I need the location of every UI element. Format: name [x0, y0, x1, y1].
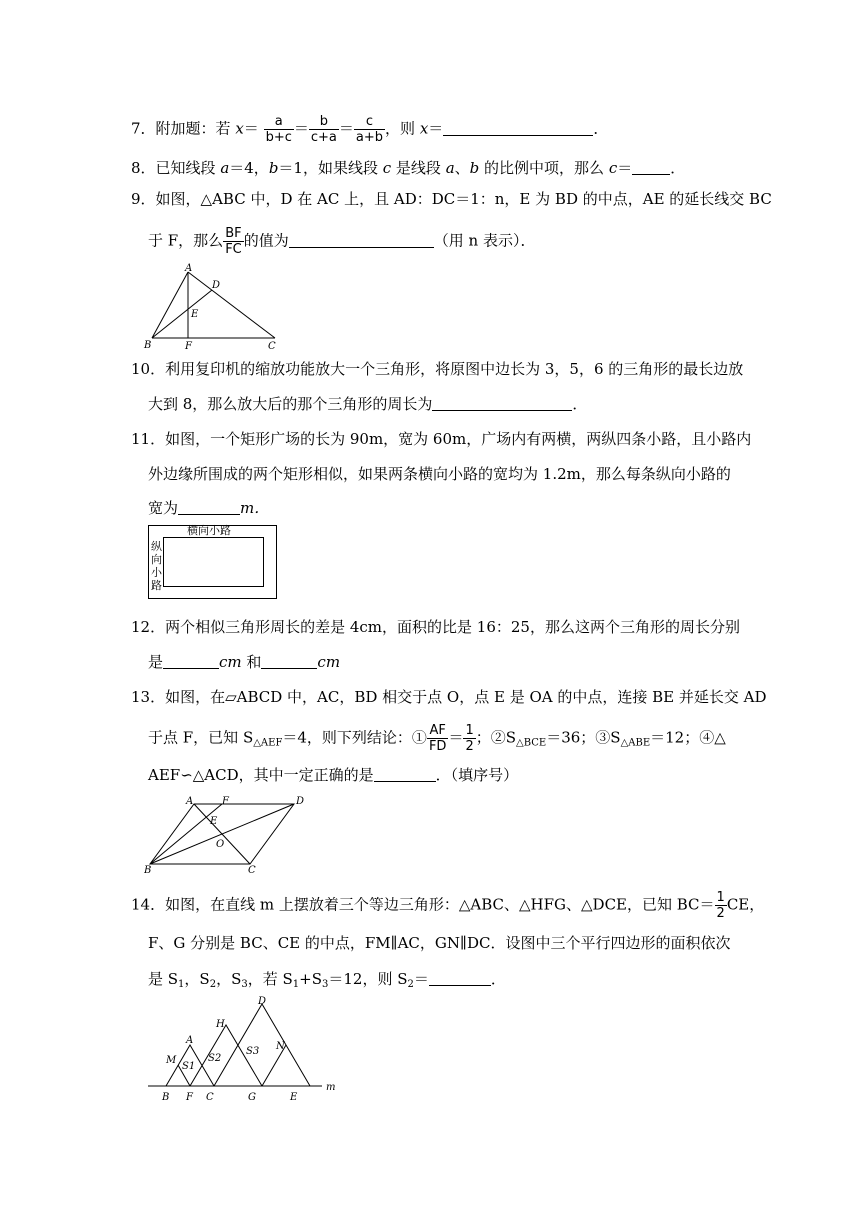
fraction-b-over-ca: $\frac{b}{c+a}$: [310, 114, 337, 145]
label-f: F: [186, 1092, 193, 1103]
segment-ac: [188, 272, 275, 338]
answer-blank[interactable]: [632, 160, 670, 175]
label-n: N: [276, 1041, 285, 1052]
label-d: D: [258, 996, 267, 1007]
segment-bd: [152, 290, 212, 338]
fraction-one-half: $\frac{1}{2}$: [465, 723, 474, 754]
figure-q11-square: [148, 525, 277, 599]
label-s1: S1: [182, 1061, 196, 1072]
question-11-line-3: 宽为 m．: [148, 499, 270, 517]
triangle-dce: [214, 1004, 310, 1086]
label-c: C: [268, 341, 276, 352]
label-e: E: [210, 816, 218, 827]
figure-q9-triangle: [140, 262, 290, 352]
question-12-line-1: 12．两个相似三角形周长的差是 4cm，面积的比是 16：25，那么这两个三角形的周长分别: [131, 618, 740, 636]
figure-q14-triangles: [144, 994, 344, 1104]
fraction-one-half: $\frac{1}{2}$: [716, 890, 725, 921]
question-13-line-1: 13．如图，在▱ABCD 中，AC，BD 相交于点 O，点 E 是 OA 的中点，连接 BE 并延长交 AD: [131, 688, 767, 706]
answer-blank[interactable]: [163, 654, 219, 669]
label-h: H: [216, 1019, 225, 1030]
figure-q13-parallelogram: [144, 794, 324, 876]
label-m: M: [166, 1055, 177, 1066]
label-o: O: [216, 839, 225, 850]
label-line-m: m: [326, 1082, 336, 1093]
inner-rectangle: [163, 537, 264, 587]
question-13-line-2: 于点 F，已知 $S_{\triangle AEF}=4$，则下列结论：① $\frac{AF}{FD}$ ＝ $\frac{1}{2}$ ；$②S_{\triangle BCE}=36$；$③S_{\triangle ABE}=12$；④△: [148, 723, 726, 754]
label-a: A: [186, 1035, 194, 1046]
question-10-line-1: 10．利用复印机的缩放功能放大一个三角形，将原图中边长为 3，5，6 的三角形的最长边放: [131, 360, 744, 378]
answer-blank[interactable]: [443, 121, 593, 136]
question-7: 7．附加题：若 x＝ $\frac{a}{b+c}$ ＝ $\frac{b}{c+a}$ ＝ $\frac{c}{a+b}$ ，则 x＝ ．: [131, 114, 609, 145]
question-12-line-2: 是 cm 和 cm: [148, 653, 341, 671]
label-e: E: [191, 309, 199, 320]
fraction-c-over-ab: $\frac{c}{a+b}$: [355, 114, 384, 145]
fraction-bf-over-fc: $\frac{BF}{FC}$: [225, 226, 242, 257]
label-d: D: [212, 280, 221, 291]
segment-ab: [152, 272, 188, 338]
fraction-af-over-fd: $\frac{AF}{FD}$: [428, 723, 447, 754]
label-e: E: [290, 1092, 298, 1103]
label-s3: S3: [246, 1046, 260, 1057]
label-horizontal-path: 横向小路: [187, 524, 231, 537]
answer-blank[interactable]: [432, 396, 572, 411]
label-f: F: [185, 341, 192, 352]
segment-bf: [150, 804, 225, 864]
question-13-line-3: AEF∽△ACD，其中一定正确的是 ．（填序号）: [148, 766, 519, 784]
answer-blank[interactable]: [261, 654, 317, 669]
label-f: F: [222, 796, 229, 807]
question-11-line-2: 外边缘所围成的两个矩形相似，如果两条横向小路的宽均为 1.2m，那么每条纵向小路的: [148, 465, 731, 483]
label-c: C: [206, 1092, 214, 1103]
answer-blank[interactable]: [429, 971, 491, 986]
label-b: B: [144, 340, 152, 351]
label-b: B: [162, 1092, 170, 1103]
label-g: G: [248, 1092, 256, 1103]
label-b: B: [144, 865, 152, 876]
question-14-line-2: F、G 分别是 BC、CE 的中点，FM∥AC，GN∥DC．设图中三个平行四边形的面积依次: [148, 934, 731, 952]
label-d: D: [296, 796, 305, 807]
question-11-line-1: 11．如图，一个矩形广场的长为 90m，宽为 60m，广场内有两横，两纵四条小路，且小路内: [131, 430, 752, 448]
label-c: C: [248, 865, 256, 876]
answer-blank[interactable]: [289, 233, 434, 248]
label-vertical-path: 纵 向 小 路: [151, 540, 162, 592]
label-a: A: [185, 263, 193, 274]
answer-blank[interactable]: [178, 500, 240, 515]
label-a: A: [186, 796, 194, 807]
question-8: 8．已知线段 a＝4，b＝1，如果线段 c 是线段 a、b 的比例中项，那么 c＝ ．: [131, 159, 686, 177]
answer-blank[interactable]: [374, 767, 436, 782]
fraction-a-over-bc: $\frac{a}{b+c}$: [265, 114, 292, 145]
question-9-line-1: 9．如图，△ABC 中，D 在 AC 上，且 AD：DC＝1：n，E 为 BD 的中点，AE 的延长线交 BC: [131, 190, 772, 208]
question-14-line-3: 是 $S_1$，$S_2$，$S_3$，若 $S_1+S_3=12$，则 $S_2=$ ．: [148, 970, 506, 990]
question-9-line-2: 于 F，那么 $\frac{BF}{FC}$ 的值为 （用 n 表示）．: [148, 226, 536, 257]
label-s2: S2: [208, 1053, 222, 1064]
question-14-line-1: 14．如图，在直线 m 上摆放着三个等边三角形：△ABC、△HFG、△DCE，已知 BC＝ $\frac{1}{2}$ CE，: [131, 890, 765, 921]
question-10-line-2: 大到 8，那么放大后的那个三角形的周长为 ．: [148, 395, 588, 413]
